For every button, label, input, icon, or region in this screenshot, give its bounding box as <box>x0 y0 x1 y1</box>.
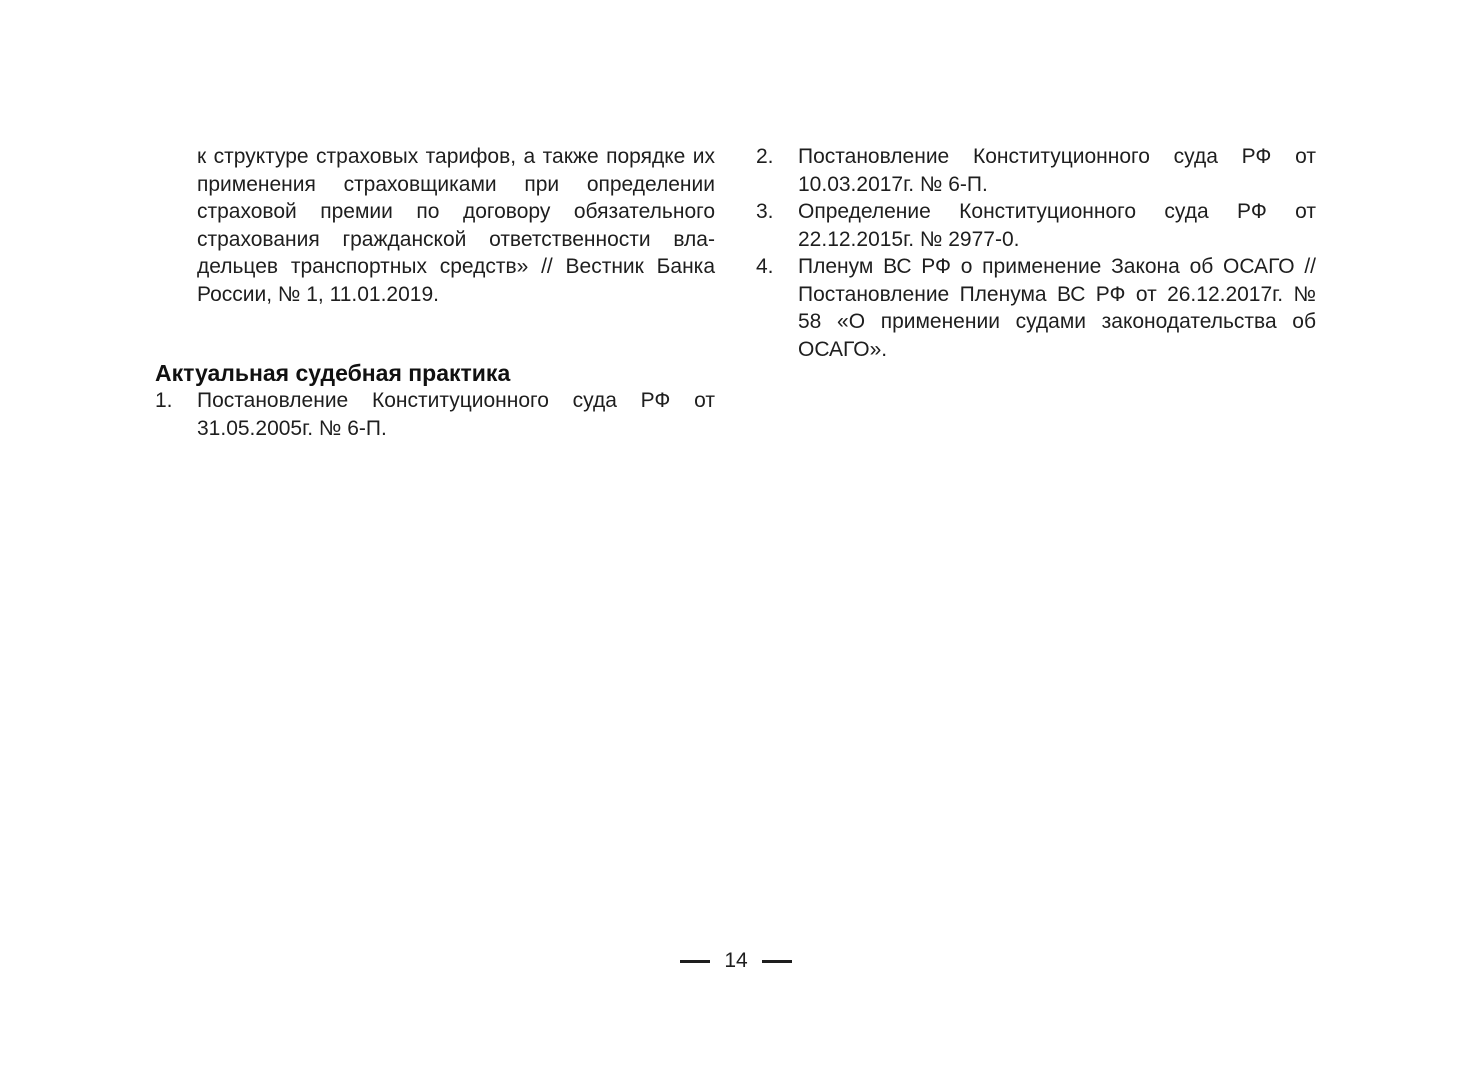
continued-reference-text: к структуре страховых тарифов, а также порядке их применения страховщиками при определении страховой премии по договору обязательного страхования гражданской ответственности владельцев транспортных средств» // Вестник Банка России, № 1, 11.01.2019. <box>197 145 715 306</box>
case-law-list-left <box>155 387 715 442</box>
list-item-text: Постановление Конституционного суда РФ от 31.05.2005г. № 6-П. <box>197 389 715 440</box>
left-column <box>155 143 715 442</box>
footer-dash-left <box>680 960 710 963</box>
page-number: 14 <box>724 949 748 972</box>
list-item-number: 4. <box>756 255 774 278</box>
right-column <box>756 143 1316 363</box>
list-item-number: 1. <box>155 389 173 412</box>
list-item <box>155 387 715 442</box>
list-item <box>756 253 1316 363</box>
case-law-list-right <box>756 143 1316 363</box>
section-heading: Актуальная судебная практика <box>155 360 511 386</box>
list-item-text: Постановление Конституционного суда РФ от 10.03.2017г. № 6-П. <box>798 145 1316 196</box>
list-item <box>756 143 1316 198</box>
page-footer <box>0 946 1472 976</box>
list-item-number: 3. <box>756 200 774 223</box>
list-item-text: Определение Конституционного суда РФ от 22.12.2015г. № 2977-0. <box>798 200 1316 251</box>
list-item-number: 2. <box>756 145 774 168</box>
list-item-text: Пленум ВС РФ о применение Закона об ОСАГО // Постановление Пленума ВС РФ от 26.12.2017г. № 58 «О применении судами законодательства об ОСАГО». <box>798 255 1316 361</box>
footer-dash-right <box>762 960 792 963</box>
list-item <box>756 198 1316 253</box>
